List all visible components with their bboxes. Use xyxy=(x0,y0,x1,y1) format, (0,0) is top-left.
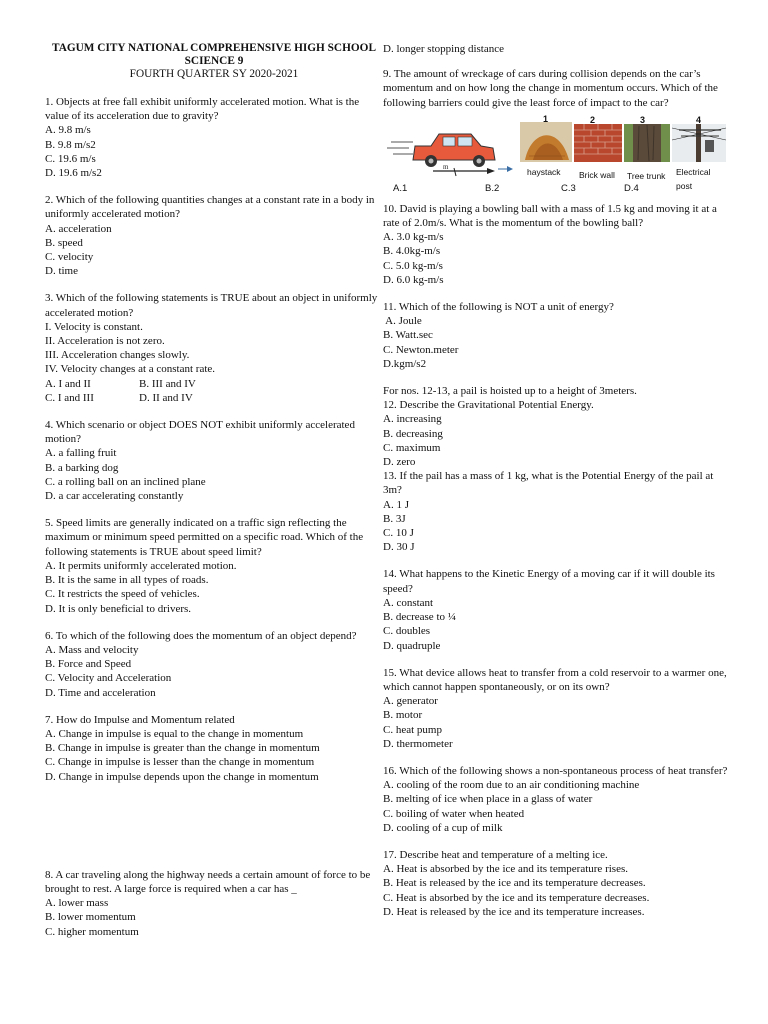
option-row xyxy=(45,377,383,391)
question-stem: 2. Which of the following quantities changes at a constant rate in a body in uniformly accelerated motion? xyxy=(45,194,375,221)
option-d: D. Time and acceleration xyxy=(45,686,156,699)
option-a: A. I and II xyxy=(45,377,91,390)
question-17 xyxy=(383,848,728,919)
statement-3: III. Acceleration changes slowly. xyxy=(45,349,190,362)
option-c: C. velocity xyxy=(45,251,94,264)
figure-label-tree-trunk: Tree trunk xyxy=(627,170,666,181)
option-d: D. quadruple xyxy=(383,639,441,652)
option-b: B. Heat is released by the ice and its temperature decreases. xyxy=(383,877,646,890)
electrical-post-image xyxy=(672,124,726,162)
option-d: D. Heat is released by the ice and its temperature increases. xyxy=(383,905,645,918)
option-a: A. Heat is absorbed by the ice and its temperature rises. xyxy=(383,863,628,876)
option-b: B. 3J xyxy=(383,512,406,525)
barrier-figure xyxy=(383,113,728,198)
question-15 xyxy=(383,666,728,751)
question-stem: 9. The amount of wreckage of cars during collision depends on the car’s momentum and on how long the change in momentum occurs. Which of the following barriers could give the least force of impact to the car? xyxy=(383,68,718,109)
question-stem: 8. A car traveling along the highway needs a certain amount of force to be brought to rest. A large force is required when a car has _ xyxy=(45,868,371,895)
statement-4: IV. Velocity changes at a constant rate. xyxy=(45,363,216,376)
question-10 xyxy=(383,202,728,287)
subject-title: SCIENCE 9 xyxy=(184,55,244,67)
option-c: C. Newton.meter xyxy=(383,343,459,356)
option-a: A. Joule xyxy=(383,315,422,328)
option-d: D. zero xyxy=(383,456,416,469)
option-b: B. III and IV xyxy=(139,377,196,390)
question-16 xyxy=(383,764,728,835)
option-b: B. motor xyxy=(383,709,423,722)
option-b: B. a barking dog xyxy=(45,461,119,474)
option-b: B. 9.8 m/s2 xyxy=(45,138,96,151)
option-c: C. I and III xyxy=(45,391,94,404)
question-12-stem: 12. Describe the Gravitational Potential Energy. xyxy=(383,399,594,412)
option-d: D. 30 J xyxy=(383,541,415,554)
option-c: C. doubles xyxy=(383,625,431,638)
svg-text:m: m xyxy=(443,162,449,171)
school-name: TAGUM CITY NATIONAL COMPREHENSIVE HIGH SCHOOL xyxy=(52,42,376,54)
option-d: D. longer stopping distance xyxy=(383,43,504,55)
option-c: C. 19.6 m/s xyxy=(45,152,96,165)
question-stem: 14. What happens to the Kinetic Energy of a moving car if it will double its speed? xyxy=(383,568,715,595)
option-row xyxy=(45,391,383,405)
tree-trunk-image xyxy=(624,124,670,162)
option-d: D. thermometer xyxy=(383,737,453,750)
brick-wall-image xyxy=(574,124,622,162)
option-a: A. acceleration xyxy=(45,222,112,235)
question-stem: 6. To which of the following does the momentum of an object depend? xyxy=(45,629,357,642)
option-b: B. melting of ice when place in a glass of water xyxy=(383,793,593,806)
option-d: D. II and IV xyxy=(139,391,193,404)
question-11 xyxy=(383,300,728,371)
quarter-label: FOURTH QUARTER SY 2020-2021 xyxy=(129,68,299,80)
question-13-stem: 13. If the pail has a mass of 1 kg, what is the Potential Energy of the pail at 3m? xyxy=(383,470,714,497)
choice-a: A.1 xyxy=(393,182,408,194)
option-d: D.kgm/s2 xyxy=(383,357,427,370)
figure-label-haystack: haystack xyxy=(527,166,561,177)
option-a: A. 1 J xyxy=(383,498,409,511)
question-stem: 7. How do Impulse and Momentum related xyxy=(45,713,235,726)
question-stem: 3. Which of the following statements is TRUE about an object in uniformly accelerated motion? xyxy=(45,292,378,319)
choice-d: D.4 xyxy=(624,182,639,194)
option-d: D. cooling of a cup of milk xyxy=(383,821,503,834)
option-c: C. heat pump xyxy=(383,723,442,736)
option-c: C. Velocity and Acceleration xyxy=(45,672,172,685)
option-a: A. cooling of the room due to an air conditioning machine xyxy=(383,779,640,792)
car-image xyxy=(387,134,513,176)
option-d: D. Change in impulse depends upon the change in momentum xyxy=(45,770,319,783)
option-b: B. decrease to ¼ xyxy=(383,611,456,624)
question-9 xyxy=(383,67,728,198)
choice-c: C.3 xyxy=(561,182,576,194)
figure-number-1: 1 xyxy=(543,113,549,124)
question-14 xyxy=(383,567,728,652)
option-a: A. It permits uniformly accelerated motion. xyxy=(45,559,237,572)
option-d: D. 19.6 m/s2 xyxy=(45,167,102,180)
question-3 xyxy=(45,291,383,405)
option-c: C. Heat is absorbed by the ice and its temperature decreases. xyxy=(383,891,650,904)
option-b: B. decreasing xyxy=(383,427,443,440)
option-b: B. It is the same in all types of roads. xyxy=(45,574,209,587)
option-c: C. It restricts the speed of vehicles. xyxy=(45,588,200,601)
option-c: C. Change in impulse is lesser than the change in momentum xyxy=(45,756,315,769)
question-stem: 15. What device allows heat to transfer from a cold reservoir to a warmer one, which cannot happen spontaneously, or on its own? xyxy=(383,666,727,693)
question-stem: 4. Which scenario or object DOES NOT exhibit uniformly accelerated motion? xyxy=(45,419,355,446)
haystack-image xyxy=(520,122,572,162)
question-stem: 16. Which of the following shows a non-spontaneous process of heat transfer? xyxy=(383,764,728,777)
question-8 xyxy=(45,868,383,939)
option-b: B. Change in impulse is greater than the change in momentum xyxy=(45,742,320,755)
option-a: A. a falling fruit xyxy=(45,447,117,460)
option-a: A. generator xyxy=(383,695,438,708)
right-column xyxy=(383,42,728,932)
statement-1: I. Velocity is constant. xyxy=(45,320,143,333)
question-6 xyxy=(45,629,383,700)
option-a: A. increasing xyxy=(383,413,442,426)
question-7 xyxy=(45,713,383,784)
question-stem: 17. Describe heat and temperature of a melting ice. xyxy=(383,848,608,861)
option-d: D. time xyxy=(45,265,78,278)
question-4 xyxy=(45,418,383,503)
figure-number-4: 4 xyxy=(696,114,702,125)
option-b: B. Force and Speed xyxy=(45,658,132,671)
question-stem: 10. David is playing a bowling ball with a mass of 1.5 kg and moving it at a rate of 2.0m/s. What is the momentum of the bowling ball? xyxy=(383,202,717,230)
left-column xyxy=(45,42,383,952)
question-5 xyxy=(45,516,383,615)
option-d: D. It is only beneficial to drivers. xyxy=(45,602,192,615)
option-b: B. lower momentum xyxy=(45,911,136,924)
question-8-continued xyxy=(383,42,728,56)
figure-number-3: 3 xyxy=(640,114,646,125)
figure-number-2: 2 xyxy=(590,114,596,125)
option-b: B. Watt.sec xyxy=(383,329,433,342)
question-12-13-group xyxy=(383,384,728,554)
option-c: C. higher momentum xyxy=(45,925,139,938)
figure-label-electrical-post: Electrical post xyxy=(676,166,711,192)
question-2 xyxy=(45,193,383,278)
question-stem: 11. Which of the following is NOT a unit of energy? xyxy=(383,301,614,314)
option-a: A. 9.8 m/s xyxy=(45,124,91,137)
question-stem: 1. Objects at free fall exhibit uniformly accelerated motion. What is the value of its acceleration due to gravity? xyxy=(45,96,360,123)
option-d: D. 6.0 kg-m/s xyxy=(383,273,444,286)
option-a: A. lower mass xyxy=(45,897,109,910)
option-a: A. Change in impulse is equal to the change in momentum xyxy=(45,727,304,740)
group-lead: For nos. 12-13, a pail is hoisted up to a height of 3meters. xyxy=(383,385,637,398)
option-d: D. a car accelerating constantly xyxy=(45,490,184,503)
option-c: C. maximum xyxy=(383,441,441,454)
question-1 xyxy=(45,95,383,180)
option-c: C. a rolling ball on an inclined plane xyxy=(45,475,206,488)
option-b: B. speed xyxy=(45,236,83,249)
option-c: C. 5.0 kg-m/s xyxy=(383,259,443,272)
statement-2: II. Acceleration is not zero. xyxy=(45,335,165,348)
question-stem: 5. Speed limits are generally indicated on a traffic sign reflecting the maximum or minimum speed permitted on a specific road. Which of the following statements is TRUE about speed limit? xyxy=(45,517,364,558)
option-c: C. 10 J xyxy=(383,527,414,540)
figure-label-brick-wall: Brick wall xyxy=(579,169,615,180)
choice-b: B.2 xyxy=(485,182,500,194)
option-a: A. Mass and velocity xyxy=(45,643,139,656)
option-a: A. constant xyxy=(383,596,434,609)
option-a: A. 3.0 kg-m/s xyxy=(383,231,444,244)
option-b: B. 4.0kg-m/s xyxy=(383,245,441,258)
exam-header xyxy=(45,42,383,81)
option-c: C. boiling of water when heated xyxy=(383,807,525,820)
